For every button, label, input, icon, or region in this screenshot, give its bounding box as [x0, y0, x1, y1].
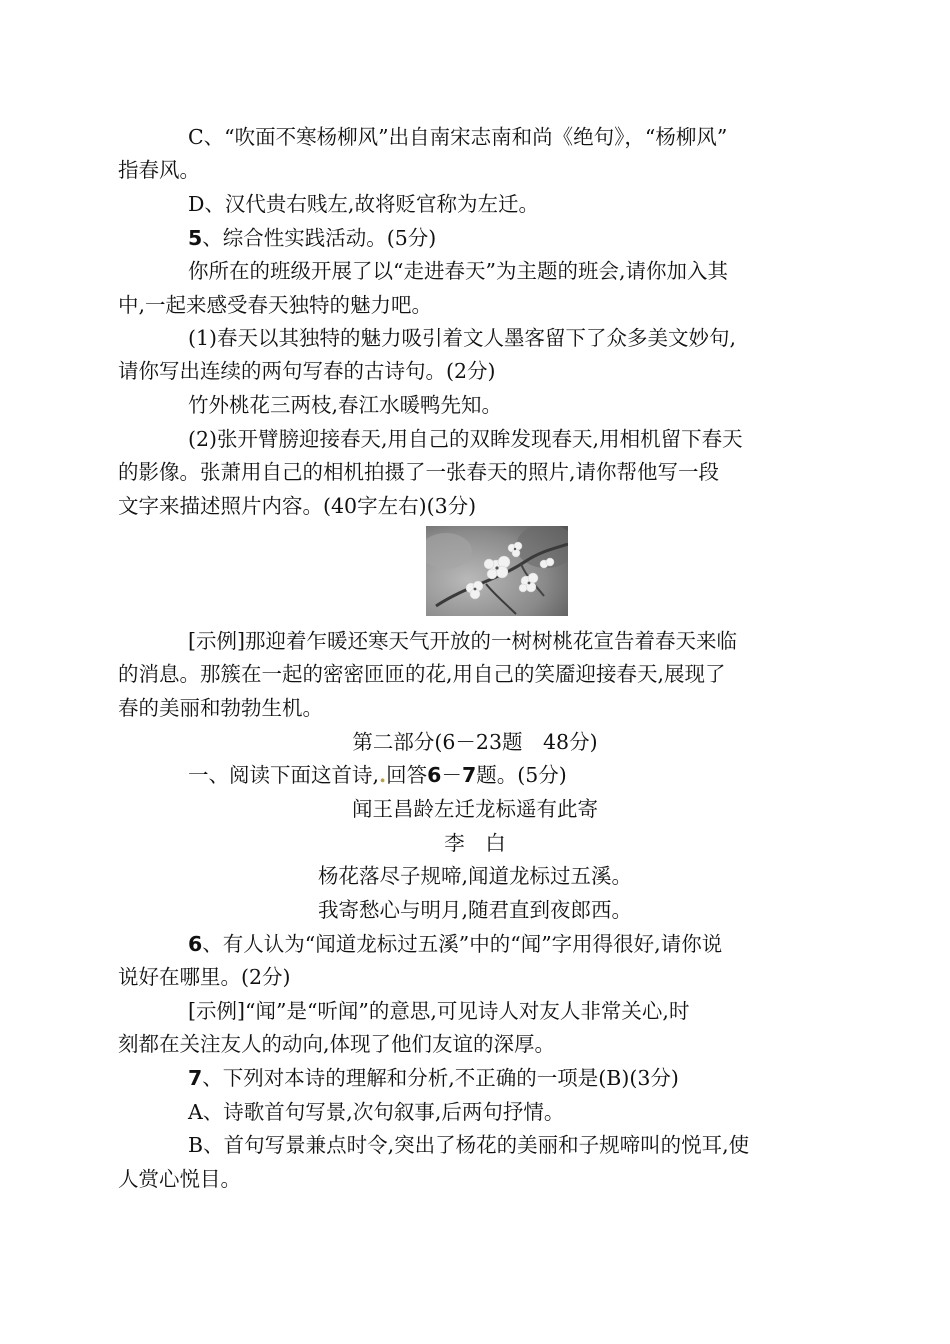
- poem-author: 李 白: [444, 831, 506, 855]
- question-5-text: 、综合性实践活动。(5分): [202, 226, 437, 250]
- question-6-text: 、有人认为“闻道龙标过五溪”中的“闻”字用得很好,请你说: [202, 932, 723, 956]
- blossom-image: [426, 526, 568, 616]
- option-b-line-1: B、首句写景兼点时令,突出了杨花的美丽和子规啼叫的悦耳,使: [188, 1133, 750, 1157]
- q5-part2-line-2: 的影像。张萧用自己的相机拍摄了一张春天的照片,请你帮他写一段: [118, 460, 720, 484]
- q6-example-line-1: [示例]“闻”是“听闻”的意思,可见诗人对友人非常关心,时: [188, 999, 690, 1023]
- q5-intro-line-1: 你所在的班级开展了以“走进春天”为主题的班会,请你加入其: [188, 259, 728, 283]
- question-7-heading: [188, 1065, 679, 1091]
- reading-instruction-part-d: 题。(5分): [476, 763, 567, 787]
- option-b-line-2: 人赏心悦目。: [118, 1167, 241, 1191]
- question-7-number: 7: [188, 1066, 203, 1090]
- poem-title: 闻王昌龄左迁龙标遥有此寄: [352, 797, 598, 821]
- q5-part1-line-1: (1)春天以其独特的魅力吸引着文人墨客留下了众多美文妙句,: [188, 326, 737, 350]
- q6-example-line-2: 刻都在关注友人的动向,体现了他们友谊的深厚。: [118, 1032, 556, 1056]
- reading-instruction-dash: －: [441, 763, 462, 787]
- question-6-line-2: 说好在哪里。(2分): [118, 965, 291, 989]
- question-7-text: 、下列对本诗的理解和分析,不正确的一项是(B)(3分): [202, 1066, 679, 1090]
- question-6-number: 6: [188, 932, 203, 956]
- q5-part2-line-3: 文字来描述照片内容。(40字左右)(3分): [118, 494, 477, 518]
- question-5-heading: [188, 225, 436, 251]
- reading-instruction-part-a: 一、阅读下面这首诗,: [188, 763, 380, 787]
- reading-question-start: 6: [427, 763, 442, 787]
- q5-part1-answer: 竹外桃花三两枝,春江水暖鸭先知。: [188, 393, 503, 417]
- poem-line-2: 我寄愁心与明月,随君直到夜郎西。: [317, 898, 632, 922]
- q5-example-line-3: 春的美丽和勃勃生机。: [118, 696, 323, 720]
- option-c-line-1: C、“吹面不寒杨柳风”出自南宋志南和尚《绝句》，“杨柳风”: [188, 125, 728, 149]
- reading-instruction-dot: .: [379, 763, 387, 787]
- poem-line-1: 杨花落尽子规啼,闻道龙标过五溪。: [317, 864, 632, 888]
- q5-part1-line-2: 请你写出连续的两句写春的古诗句。(2分): [118, 359, 496, 383]
- option-a-line: A、诗歌首句写景,次句叙事,后两句抒情。: [188, 1100, 565, 1124]
- q5-example-line-1: [示例]那迎着乍暖还寒天气开放的一树树桃花宣告着春天来临: [188, 629, 737, 653]
- reading-question-end: 7: [461, 763, 477, 787]
- q5-intro-line-2: 中,一起来感受春天独特的魅力吧。: [118, 293, 433, 317]
- reading-instruction: [188, 762, 567, 788]
- question-6-heading: [188, 931, 722, 957]
- spring-blossom-photo: [426, 526, 568, 616]
- q5-part2-line-1: (2)张开臂膀迎接春天,用自己的双眸发现春天,用相机留下春天: [188, 427, 743, 451]
- section-2-heading: 第二部分(6－23题 48分): [352, 730, 598, 754]
- q5-example-line-2: 的消息。那簇在一起的密密匝匝的花,用自己的笑靥迎接春天,展现了: [118, 662, 726, 686]
- option-c-line-2: 指春风。: [118, 158, 200, 182]
- option-d-line: D、汉代贵右贱左,故将贬官称为左迁。: [188, 192, 539, 216]
- reading-instruction-part-b: 回答: [386, 763, 428, 787]
- question-5-number: 5: [188, 226, 203, 250]
